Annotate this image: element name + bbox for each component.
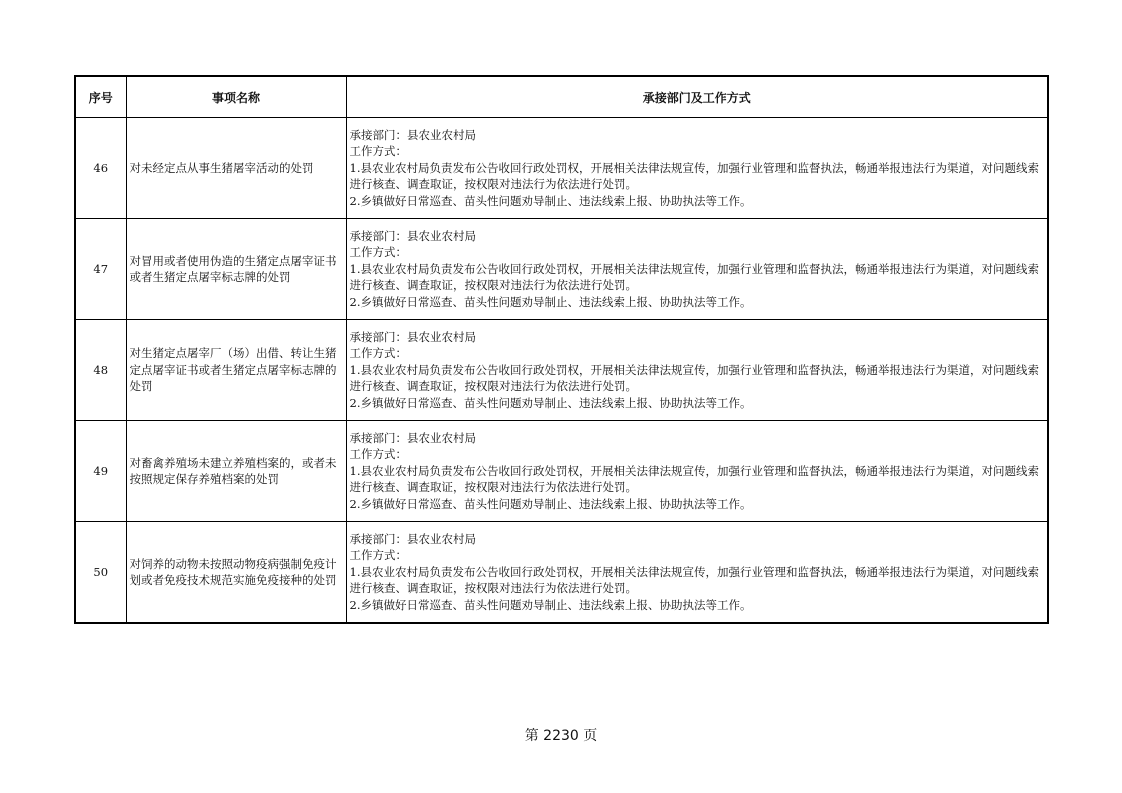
method-line: 工作方式： — [349, 245, 407, 260]
row-index: 49 — [75, 421, 126, 522]
row-item-name: 对饲养的动物未按照动物疫病强制免疫计划或者免疫技术规范实施免疫接种的处罚 — [126, 522, 346, 624]
row-index: 48 — [75, 320, 126, 421]
row-department-method — [346, 522, 1048, 624]
method-line: 承接部门：县农业农村局 — [349, 228, 476, 243]
table-header-row — [75, 76, 1048, 118]
method-line: 1.县农业农村局负责发布公告收回行政处罚权，开展相关法律法规宣传，加强行业管理和监督执法，畅通举报违法行为渠道，对问题线索进行核查、调查取证，按权限对违法行为依法进行处罚。 — [349, 160, 1039, 192]
method-line: 工作方式： — [349, 447, 407, 462]
method-line: 1.县农业农村局负责发布公告收回行政处罚权，开展相关法律法规宣传，加强行业管理和监督执法，畅通举报违法行为渠道，对问题线索进行核查、调查取证，按权限对违法行为依法进行处罚。 — [349, 362, 1039, 394]
method-line: 2.乡镇做好日常巡查、苗头性问题劝导制止、违法线索上报、协助执法等工作。 — [349, 294, 752, 309]
method-line: 1.县农业农村局负责发布公告收回行政处罚权，开展相关法律法规宣传，加强行业管理和监督执法，畅通举报违法行为渠道，对问题线索进行核查、调查取证，按权限对违法行为依法进行处罚。 — [349, 564, 1039, 596]
row-department-method — [346, 320, 1048, 421]
table-row — [75, 421, 1048, 522]
items-table — [74, 75, 1049, 624]
method-line: 2.乡镇做好日常巡查、苗头性问题劝导制止、违法线索上报、协助执法等工作。 — [349, 496, 752, 511]
row-department-method — [346, 219, 1048, 320]
method-line: 承接部门：县农业农村局 — [349, 531, 476, 546]
row-index: 47 — [75, 219, 126, 320]
row-department-method — [346, 118, 1048, 219]
method-line: 承接部门：县农业农村局 — [349, 329, 476, 344]
header-item-name: 事项名称 — [126, 76, 346, 118]
row-item-name: 对畜禽养殖场未建立养殖档案的，或者未按照规定保存养殖档案的处罚 — [126, 421, 346, 522]
method-line: 1.县农业农村局负责发布公告收回行政处罚权，开展相关法律法规宣传，加强行业管理和监督执法，畅通举报违法行为渠道，对问题线索进行核查、调查取证，按权限对违法行为依法进行处罚。 — [349, 261, 1039, 293]
table-row — [75, 118, 1048, 219]
method-line: 2.乡镇做好日常巡查、苗头性问题劝导制止、违法线索上报、协助执法等工作。 — [349, 597, 752, 612]
row-item-name: 对未经定点从事生猪屠宰活动的处罚 — [126, 118, 346, 219]
method-line: 2.乡镇做好日常巡查、苗头性问题劝导制止、违法线索上报、协助执法等工作。 — [349, 395, 752, 410]
row-department-method — [346, 421, 1048, 522]
table-row — [75, 522, 1048, 624]
row-index: 50 — [75, 522, 126, 624]
method-line: 工作方式： — [349, 144, 407, 159]
table-row — [75, 320, 1048, 421]
method-line: 工作方式： — [349, 346, 407, 361]
method-line: 承接部门：县农业农村局 — [349, 127, 476, 142]
method-line: 承接部门：县农业农村局 — [349, 430, 476, 445]
method-line: 工作方式： — [349, 548, 407, 563]
row-item-name: 对生猪定点屠宰厂（场）出借、转让生猪定点屠宰证书或者生猪定点屠宰标志牌的处罚 — [126, 320, 346, 421]
header-department-method: 承接部门及工作方式 — [346, 76, 1048, 118]
page-number: 第 2230 页 — [524, 728, 598, 744]
method-line: 2.乡镇做好日常巡查、苗头性问题劝导制止、违法线索上报、协助执法等工作。 — [349, 193, 752, 208]
row-index: 46 — [75, 118, 126, 219]
method-line: 1.县农业农村局负责发布公告收回行政处罚权，开展相关法律法规宣传，加强行业管理和监督执法，畅通举报违法行为渠道，对问题线索进行核查、调查取证，按权限对违法行为依法进行处罚。 — [349, 463, 1039, 495]
header-index: 序号 — [75, 76, 126, 118]
row-item-name: 对冒用或者使用伪造的生猪定点屠宰证书或者生猪定点屠宰标志牌的处罚 — [126, 219, 346, 320]
table-body — [75, 118, 1048, 624]
table-row — [75, 219, 1048, 320]
